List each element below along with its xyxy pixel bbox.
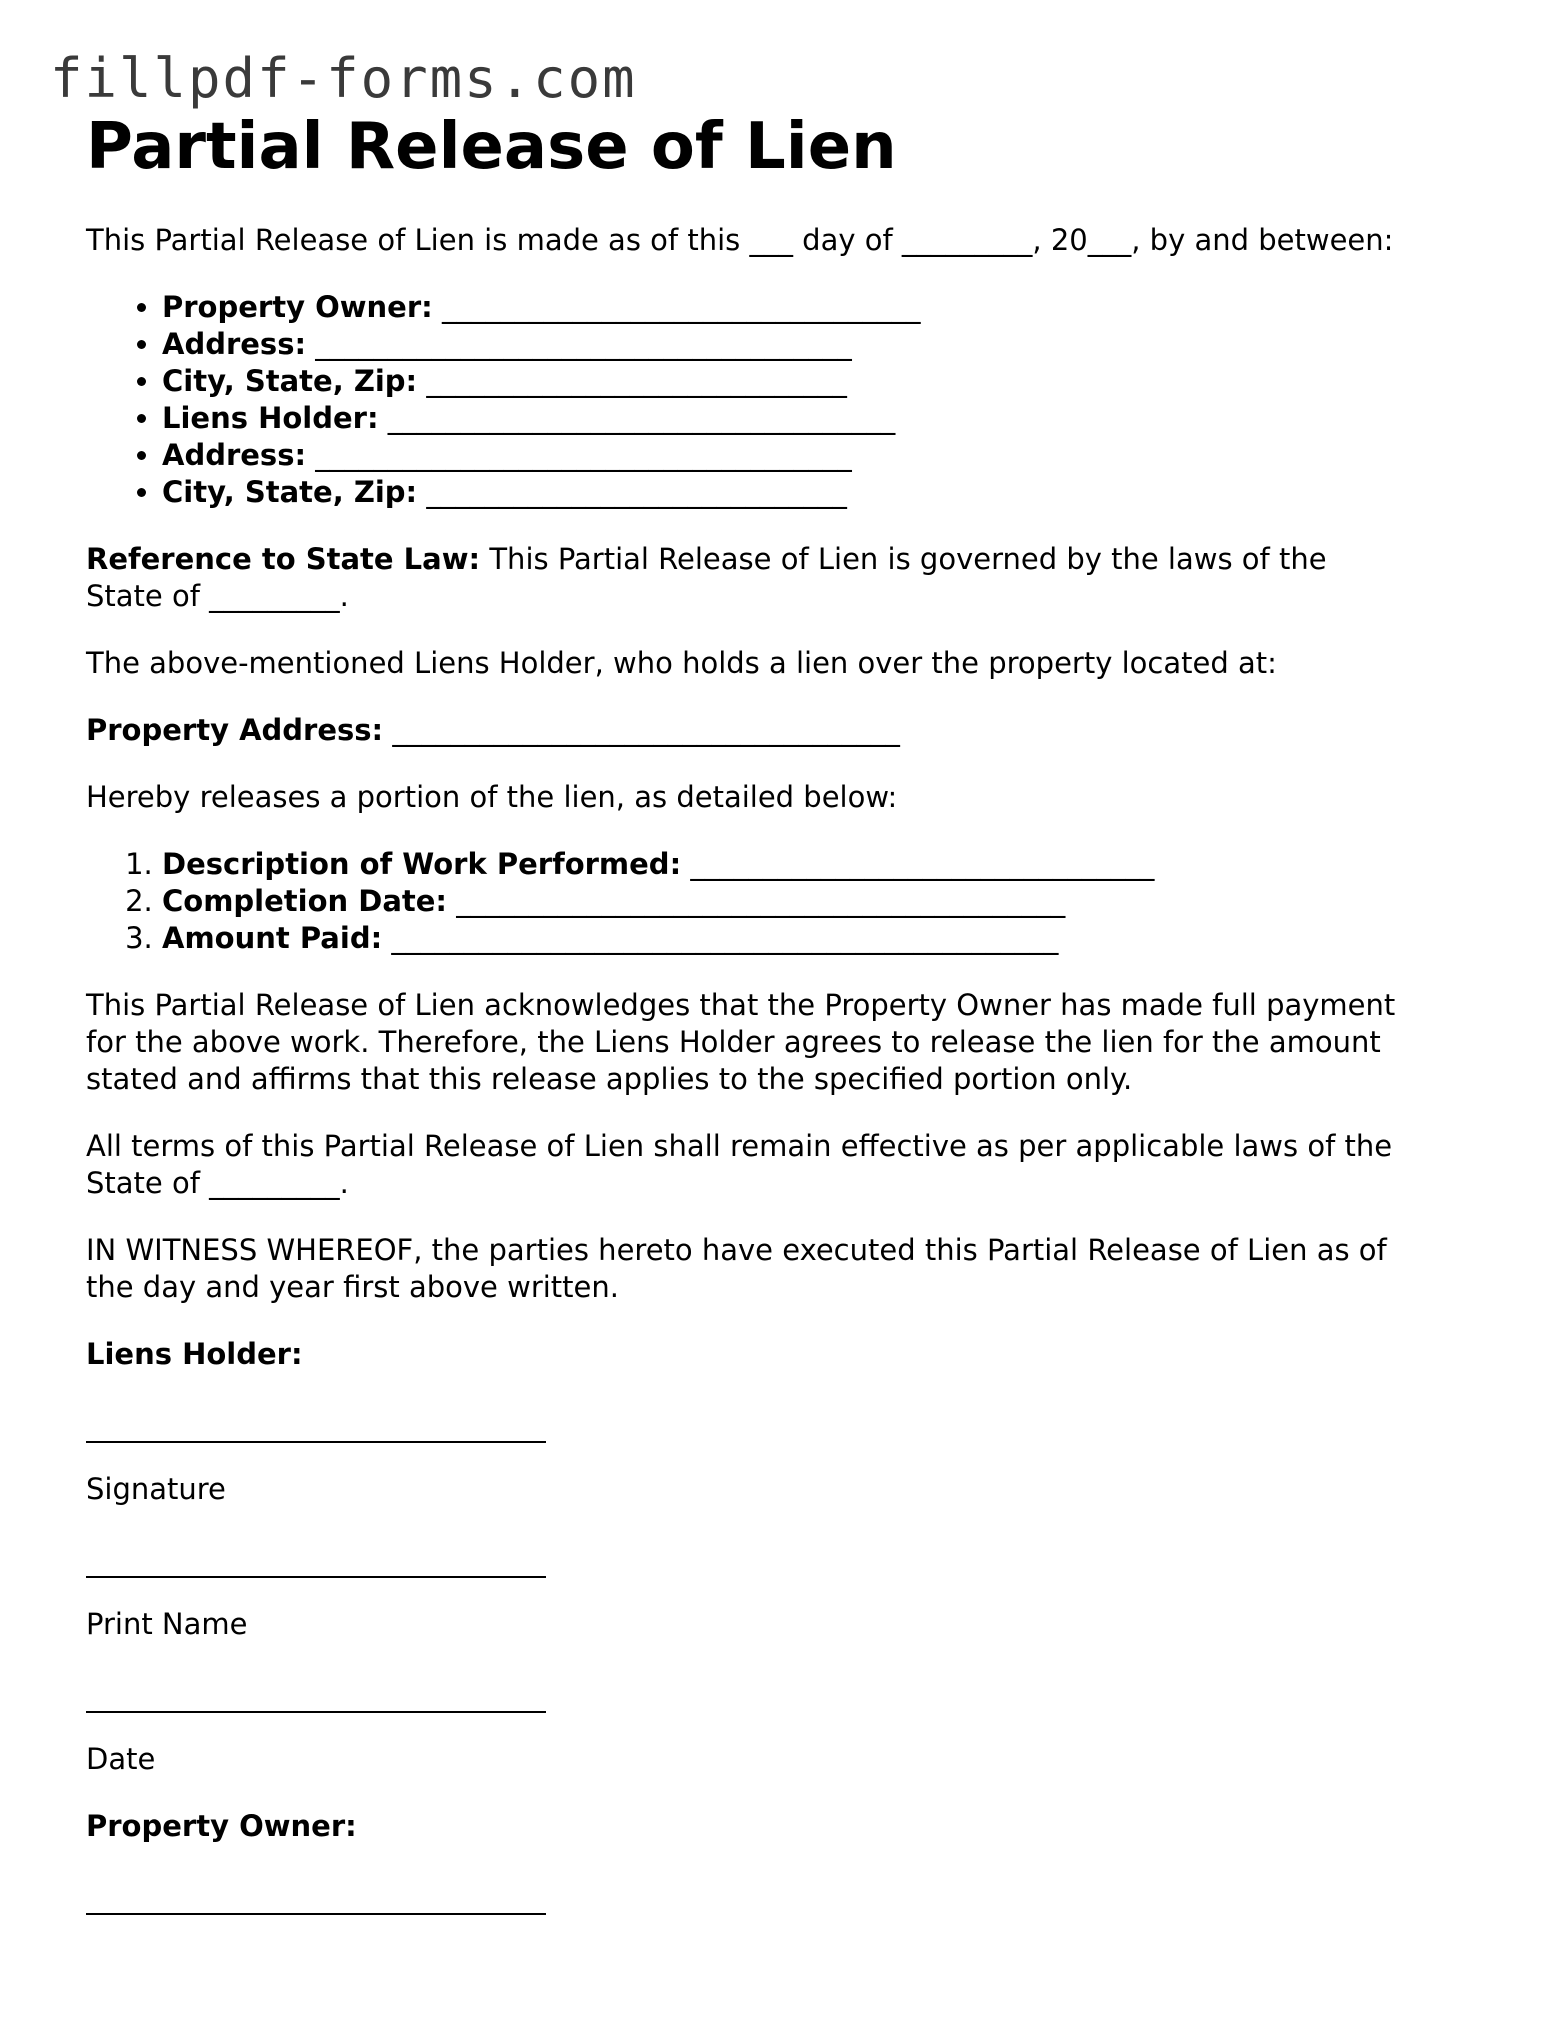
list-item bbox=[162, 846, 1486, 883]
fill-blank[interactable]: _____________________________________ bbox=[315, 438, 852, 472]
owner-signature-block bbox=[86, 1913, 1486, 1915]
list-item bbox=[162, 883, 1486, 920]
owner-signature-line[interactable] bbox=[86, 1913, 546, 1915]
page-title: Partial Release of Lien bbox=[86, 110, 897, 184]
state-law-line1 bbox=[86, 541, 1486, 578]
work-list bbox=[86, 846, 1486, 957]
fill-blank[interactable]: ______________________________________________ bbox=[391, 921, 1059, 955]
witness-paragraph bbox=[86, 1232, 1486, 1306]
fill-blank[interactable]: ___________________________________ bbox=[392, 713, 900, 747]
paragraph-line: IN WITNESS WHEREOF, the parties hereto have executed this Partial Release of Lien as of bbox=[86, 1233, 1387, 1267]
party-list bbox=[86, 289, 1486, 511]
liens-holder-heading bbox=[86, 1336, 1486, 1373]
paragraph-line: This Partial Release of Lien acknowledges that the Property Owner has made full payment bbox=[86, 988, 1396, 1022]
watermark: fillpdf-forms.com bbox=[50, 47, 637, 110]
document-body bbox=[86, 222, 1486, 1915]
fill-blank[interactable]: _____________________________________ bbox=[315, 327, 852, 361]
liens-holder-statement: The above-mentioned Liens Holder, who holds a lien over the property located at: bbox=[86, 646, 1277, 680]
property-owner-heading bbox=[86, 1808, 1486, 1845]
print-name-label: Print Name bbox=[86, 1607, 248, 1641]
fill-blank[interactable]: _____________________________ bbox=[426, 475, 847, 509]
list-item bbox=[162, 400, 1486, 437]
acknowledgement-paragraph bbox=[86, 987, 1486, 1098]
signature-label: Signature bbox=[86, 1472, 226, 1506]
property-owner-heading-text: Property Owner: bbox=[86, 1809, 357, 1843]
fill-blank[interactable]: ________________________________ bbox=[690, 847, 1155, 881]
party-label: Liens Holder: bbox=[162, 401, 379, 435]
work-label: Amount Paid: bbox=[162, 921, 383, 955]
paragraph-line: State of _________. bbox=[86, 1166, 349, 1200]
fill-blank[interactable]: _____________________________ bbox=[426, 364, 847, 398]
paragraph-line: All terms of this Partial Release of Lien shall remain effective as per applicable laws of the bbox=[86, 1129, 1393, 1163]
work-label: Completion Date: bbox=[162, 884, 448, 918]
state-law-text: This Partial Release of Lien is governed by the laws of the bbox=[489, 542, 1327, 576]
fill-blank[interactable]: ___________________________________ bbox=[387, 401, 896, 435]
fill-blank[interactable]: __________________________________________ bbox=[456, 884, 1066, 918]
date-block bbox=[86, 1711, 1486, 1778]
work-label: Description of Work Performed: bbox=[162, 847, 682, 881]
party-label: Property Owner: bbox=[162, 290, 433, 324]
list-item bbox=[162, 363, 1486, 400]
list-item bbox=[162, 326, 1486, 363]
list-item bbox=[162, 920, 1486, 957]
signature-block bbox=[86, 1441, 1486, 1508]
paragraph-line: the day and year first above written. bbox=[86, 1270, 619, 1304]
party-label: City, State, Zip: bbox=[162, 364, 418, 398]
party-label: Address: bbox=[162, 438, 307, 472]
paragraph-line: for the above work. Therefore, the Liens Holder agrees to release the lien for the amount bbox=[86, 1025, 1381, 1059]
liens-holder-heading-text: Liens Holder: bbox=[86, 1337, 303, 1371]
list-item bbox=[162, 289, 1486, 326]
party-label: City, State, Zip: bbox=[162, 475, 418, 509]
intro-paragraph: This Partial Release of Lien is made as of this ___ day of _________, 20___, by and between: bbox=[86, 223, 1394, 257]
print-name-line[interactable] bbox=[86, 1576, 546, 1578]
paragraph-line: stated and affirms that this release applies to the specified portion only. bbox=[86, 1062, 1133, 1096]
fill-blank[interactable]: _________________________________ bbox=[441, 290, 921, 324]
list-item bbox=[162, 474, 1486, 511]
terms-paragraph bbox=[86, 1128, 1486, 1202]
signature-line[interactable] bbox=[86, 1441, 546, 1443]
party-label: Address: bbox=[162, 327, 307, 361]
state-law-line2: State of _________. bbox=[86, 579, 349, 613]
date-label: Date bbox=[86, 1742, 156, 1776]
property-address-label: Property Address: bbox=[86, 713, 384, 747]
property-address-line bbox=[86, 712, 1486, 749]
print-name-block bbox=[86, 1576, 1486, 1643]
release-intro: Hereby releases a portion of the lien, as detailed below: bbox=[86, 780, 898, 814]
date-line[interactable] bbox=[86, 1711, 546, 1713]
state-law-label: Reference to State Law: bbox=[86, 542, 481, 576]
list-item bbox=[162, 437, 1486, 474]
